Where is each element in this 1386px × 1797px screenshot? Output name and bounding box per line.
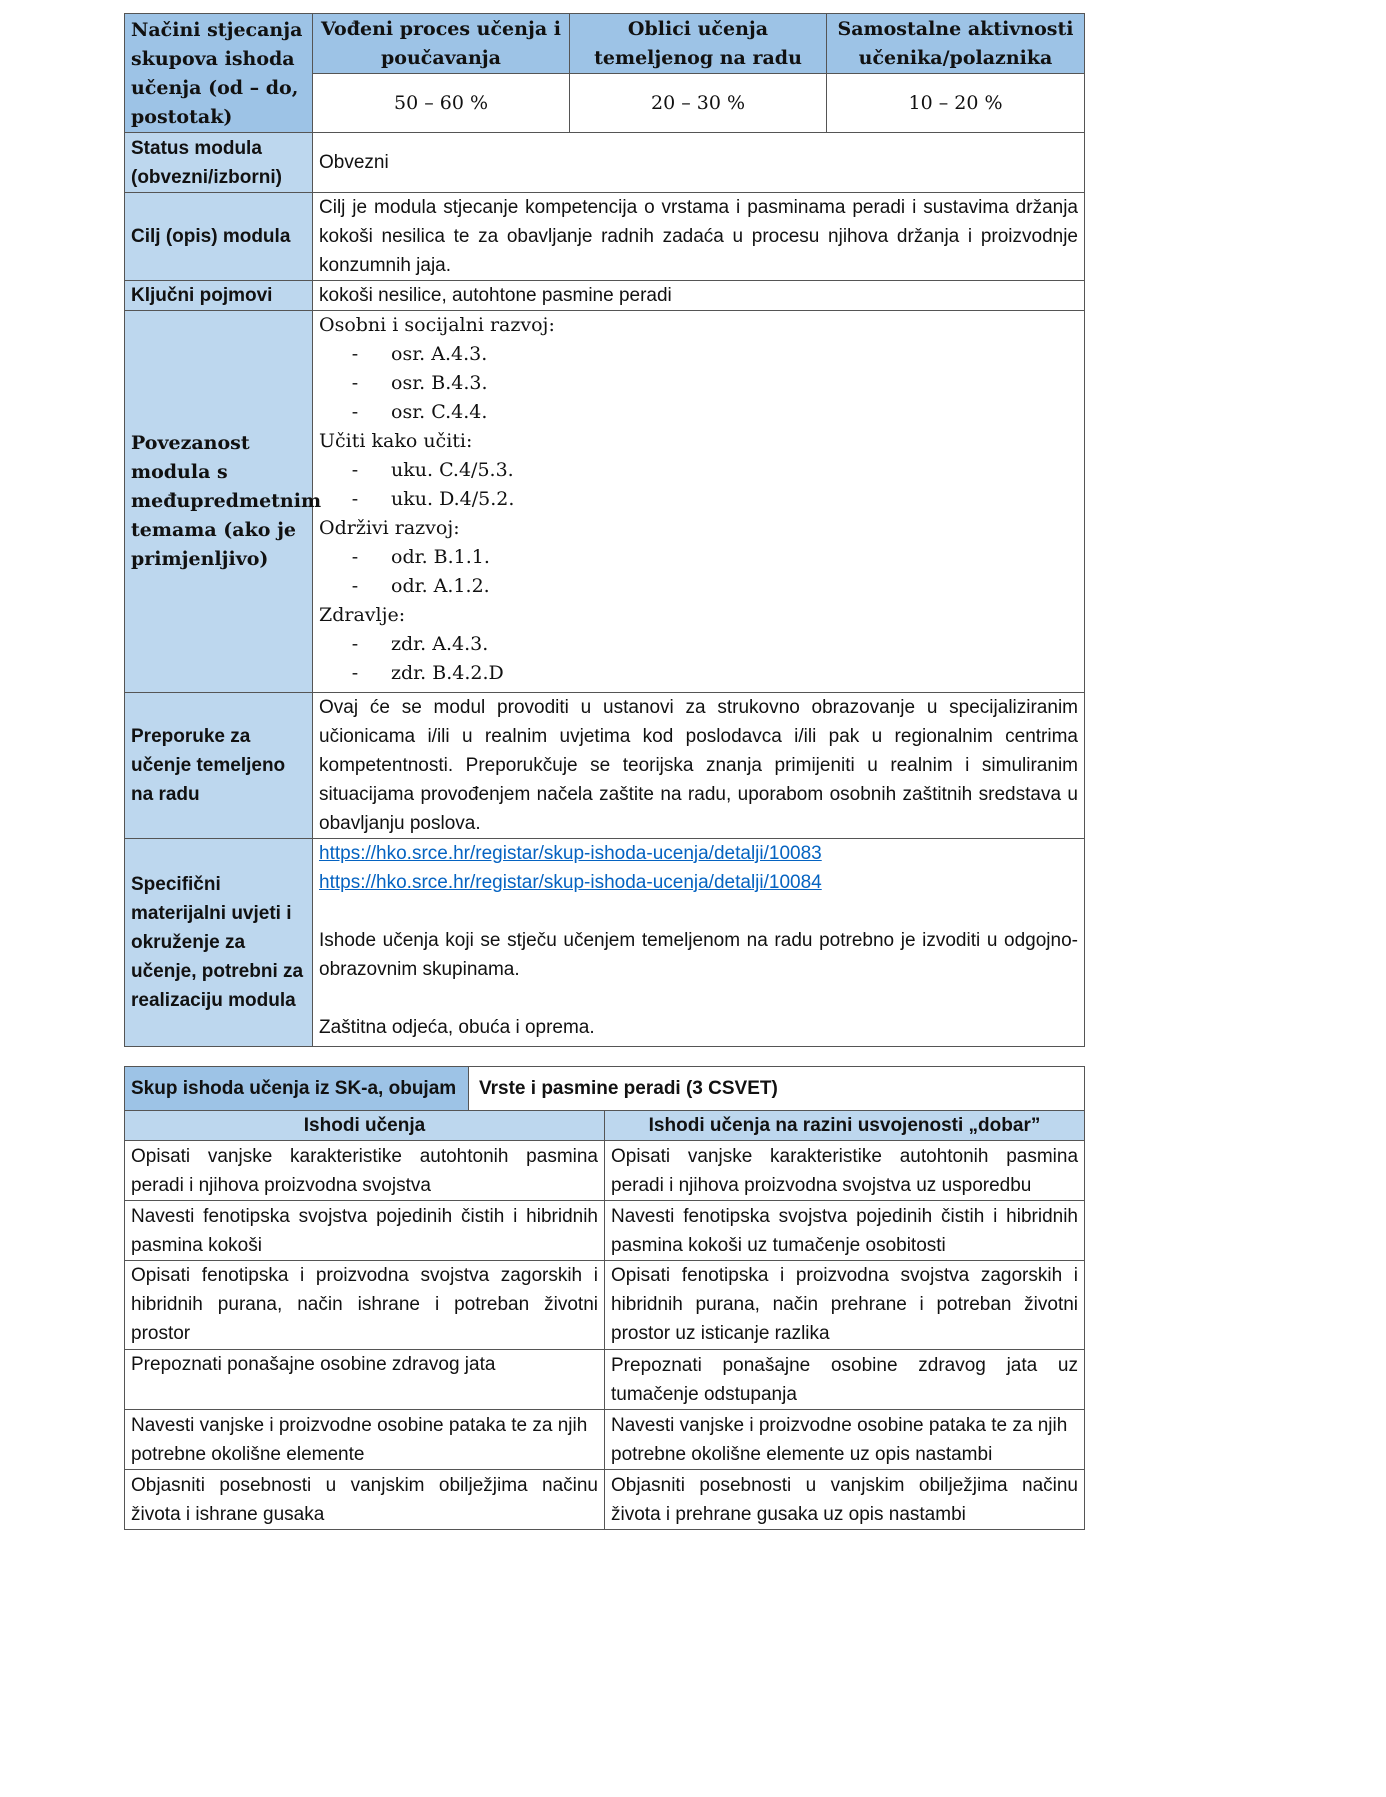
col-header-vodeni: Vođeni proces učenja i poučavanja <box>313 14 570 74</box>
dash-bullet: - <box>351 459 359 481</box>
outcome-cell: Navesti fenotipska svojstva pojedinih čistih i hibridnih pasmina kokoši <box>125 1201 605 1261</box>
dash-bullet: - <box>351 546 359 568</box>
list-item: - odr. A.1.2. <box>319 572 1078 601</box>
pojmovi-value: kokoši nesilice, autohtone pasmine peradi <box>313 281 1085 311</box>
preporuke-value: Ovaj će se modul provoditi u ustanovi za strukovno obrazovanje u specijaliziranim učionicama i/ili u realnim uvjetima kod poslodavca i/ili pak u regionalnim centrima kompetentnosti. Preporukčuje se teorijska znanja primijeniti u realnim i simuliranim situacijama provođenjem načela zaštite na radu, uporabom osobnih zaštitnih sredstava u obavljanju poslova. <box>313 693 1085 839</box>
outcome-cell: Opisati fenotipska i proizvodna svojstva zagorskih i hibridnih purana, način ishrane i potreban životni prostor <box>125 1261 605 1350</box>
table-row <box>125 1350 1085 1410</box>
col-header-samostalne: Samostalne aktivnosti učenika/polaznika <box>827 14 1085 74</box>
dash-bullet: - <box>351 662 359 684</box>
value-samostalne: 10 – 20 % <box>827 74 1085 133</box>
dash-bullet: - <box>351 633 359 655</box>
povezanost-content <box>313 311 1085 693</box>
status-label: Status modula (obvezni/izborni) <box>125 133 313 193</box>
outcome-cell: Objasniti posebnosti u vanjskim obilježjima načinu života i ishrane gusaka <box>125 1470 605 1530</box>
dash-bullet: - <box>351 343 359 365</box>
registry-link-10083[interactable]: https://hko.srce.hr/registar/skup-ishoda-ucenja/detalji/10083 <box>319 843 822 864</box>
list-item: - uku. D.4/5.2. <box>319 485 1078 514</box>
list-item: - zdr. B.4.2.D <box>319 659 1078 688</box>
pojmovi-label: Ključni pojmovi <box>125 281 313 311</box>
uvjeti-label: Specifični materijalni uvjeti i okruženje za učenje, potrebni za realizaciju modula <box>125 839 313 1047</box>
skup-value: Vrste i pasmine peradi (3 CSVET) <box>469 1067 1085 1111</box>
registry-link-10084[interactable]: https://hko.srce.hr/registar/skup-ishoda-ucenja/detalji/10084 <box>319 872 822 893</box>
uvjeti-text-2: Zaštitna odjeća, obuća i oprema. <box>319 1017 595 1038</box>
list-item: - osr. B.4.3. <box>319 369 1078 398</box>
preporuke-label: Preporuke za učenje temeljeno na radu <box>125 693 313 839</box>
skup-label: Skup ishoda učenja iz SK-a, obujam <box>125 1067 469 1111</box>
outcome-dobar-cell: Prepoznati ponašajne osobine zdravog jata uz tumačenje odstupanja <box>605 1350 1085 1410</box>
table-row <box>125 1201 1085 1261</box>
group-title: Zdravlje: <box>319 604 406 626</box>
list-item: - uku. C.4/5.3. <box>319 456 1078 485</box>
uvjeti-text-1: Ishode učenja koji se stječu učenjem temeljenom na radu potrebno je izvoditi u odgojno-obrazovnim skupinama. <box>319 930 1078 980</box>
module-info-table <box>124 13 1085 1047</box>
nacini-label: Načini stjecanja skupova ishoda učenja (od – do, postotak) <box>125 14 313 133</box>
col-header-dobar: Ishodi učenja na razini usvojenosti „dobar” <box>605 1111 1085 1141</box>
outcome-dobar-cell: Opisati fenotipska i proizvodna svojstva zagorskih i hibridnih purana, način prehrane i potreban životni prostor uz isticanje razlika <box>605 1261 1085 1350</box>
outcome-cell: Opisati vanjske karakteristike autohtonih pasmina peradi i njihova proizvodna svojstva <box>125 1141 605 1201</box>
group-title: Učiti kako učiti: <box>319 430 473 452</box>
table-row <box>125 1141 1085 1201</box>
status-value: Obvezni <box>313 133 1085 193</box>
value-vodeni: 50 – 60 % <box>313 74 570 133</box>
group-title: Održivi razvoj: <box>319 517 460 539</box>
group-title: Osobni i socijalni razvoj: <box>319 314 555 336</box>
povezanost-label: Povezanost modula s međupredmetnim temama (ako je primjenljivo) <box>125 311 313 693</box>
outcome-dobar-cell: Navesti fenotipska svojstva pojedinih čistih i hibridnih pasmina kokoši uz tumačenje osobitosti <box>605 1201 1085 1261</box>
col-header-oblici: Oblici učenja temeljenog na radu <box>570 14 827 74</box>
cilj-value: Cilj je modula stjecanje kompetencija o vrstama i pasminama peradi i sustavima držanja kokoši nesilica te za obavljanje radnih zadaća u procesu njihova držanja i proizvodnje konzumnih jaja. <box>313 193 1085 281</box>
outcome-dobar-cell: Opisati vanjske karakteristike autohtonih pasmina peradi i njihova proizvodna svojstva uz usporedbu <box>605 1141 1085 1201</box>
list-item: - osr. A.4.3. <box>319 340 1078 369</box>
uvjeti-content <box>313 839 1085 1047</box>
table-row <box>125 1410 1085 1470</box>
outcome-cell: Prepoznati ponašajne osobine zdravog jata <box>125 1350 605 1410</box>
outcome-cell: Navesti vanjske i proizvodne osobine pataka te za njih potrebne okolišne elemente <box>125 1410 605 1470</box>
table-row <box>125 1261 1085 1350</box>
outcome-dobar-cell: Objasniti posebnosti u vanjskim obilježjima načinu života i prehrane gusaka uz opis nastambi <box>605 1470 1085 1530</box>
learning-outcomes-table <box>124 1066 1085 1530</box>
table-row <box>125 1470 1085 1530</box>
col-header-ishodi: Ishodi učenja <box>125 1111 605 1141</box>
dash-bullet: - <box>351 401 359 423</box>
outcome-dobar-cell: Navesti vanjske i proizvodne osobine pataka te za njih potrebne okolišne elemente uz opis nastambi <box>605 1410 1085 1470</box>
dash-bullet: - <box>351 488 359 510</box>
cilj-label: Cilj (opis) modula <box>125 193 313 281</box>
list-item: - zdr. A.4.3. <box>319 630 1078 659</box>
list-item: - odr. B.1.1. <box>319 543 1078 572</box>
dash-bullet: - <box>351 372 359 394</box>
list-item: - osr. C.4.4. <box>319 398 1078 427</box>
dash-bullet: - <box>351 575 359 597</box>
value-oblici: 20 – 30 % <box>570 74 827 133</box>
